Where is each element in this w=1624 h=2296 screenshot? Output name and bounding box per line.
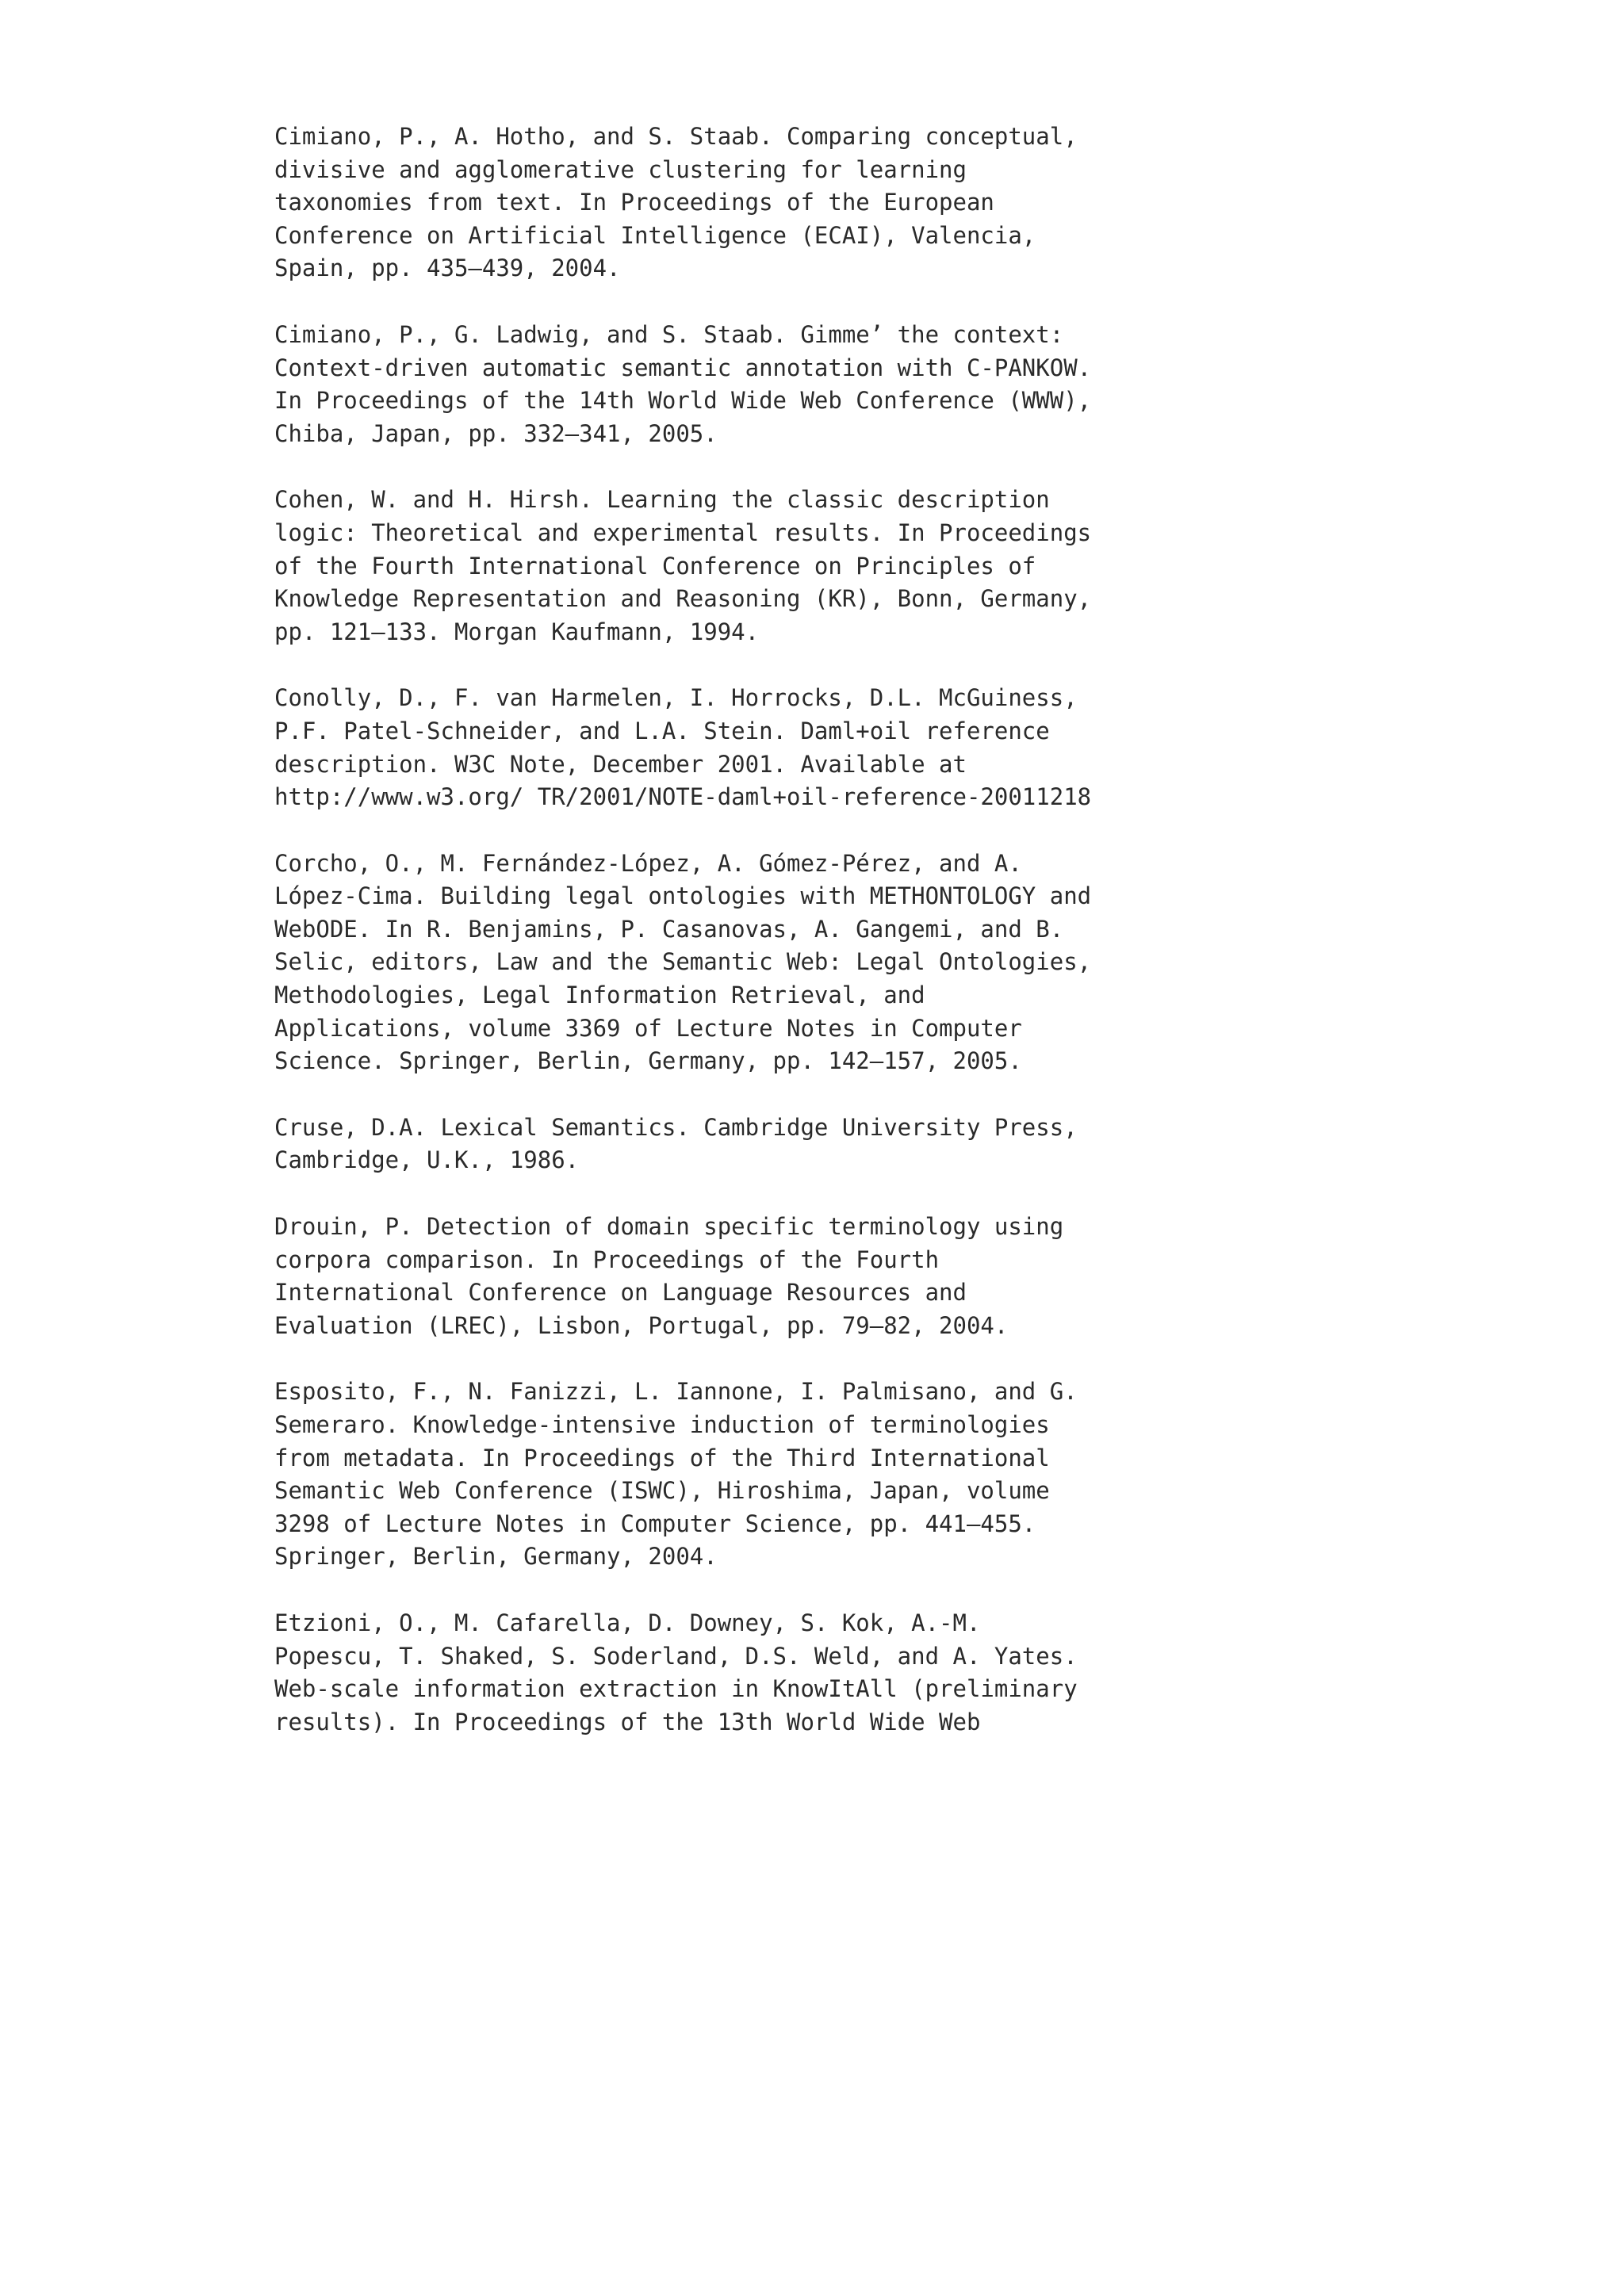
reference-line: Semeraro. Knowledge-intensive induction of terminologies — [274, 1411, 1050, 1438]
reference-line: Selic, editors, Law and the Semantic Web: Legal Ontologies, — [274, 948, 1092, 976]
reference-entry — [274, 682, 1385, 813]
reference-line: 3298 of Lecture Notes in Computer Science, pp. 441–455. — [274, 1510, 1036, 1537]
reference-line: International Conference on Language Resources and — [274, 1279, 967, 1307]
reference-line: results). In Proceedings of the 13th World Wide Web — [274, 1708, 981, 1735]
reference-line: pp. 121–133. Morgan Kaufmann, 1994. — [274, 618, 760, 645]
reference-line: Chiba, Japan, pp. 332–341, 2005. — [274, 419, 718, 447]
reference-line: corpora comparison. In Proceedings of the Fourth — [274, 1246, 940, 1273]
reference-line: WebODE. In R. Benjamins, P. Casanovas, A. Gangemi, and B. — [274, 915, 1064, 943]
reference-line: Cruse, D.A. Lexical Semantics. Cambridge University Press, — [274, 1113, 1078, 1141]
reference-line: López-Cima. Building legal ontologies with METHONTOLOGY and — [274, 882, 1092, 910]
reference-line: Semantic Web Conference (ISWC), Hiroshima, Japan, volume — [274, 1477, 1050, 1505]
reference-line: Methodologies, Legal Information Retrieval, and — [274, 982, 925, 1009]
reference-line: Corcho, O., M. Fernández-López, A. Gómez-Pérez, and A. — [274, 849, 1022, 877]
reference-entry — [274, 1376, 1385, 1574]
reference-line: P.F. Patel-Schneider, and L.A. Stein. Daml+oil reference — [274, 717, 1050, 744]
reference-entry — [274, 1112, 1385, 1177]
reference-line: Science. Springer, Berlin, Germany, pp. 142–157, 2005. — [274, 1047, 1022, 1075]
reference-line: Drouin, P. Detection of domain specific terminology using — [274, 1213, 1064, 1241]
reference-line: In Proceedings of the 14th World Wide Web Conference (WWW), — [274, 387, 1092, 415]
reference-line: Web-scale information extraction in KnowItAll (preliminary — [274, 1675, 1078, 1703]
reference-line: logic: Theoretical and experimental results. In Proceedings — [274, 519, 1092, 546]
reference-line: Springer, Berlin, Germany, 2004. — [274, 1543, 718, 1571]
reference-line: Applications, volume 3369 of Lecture Notes in Computer — [274, 1014, 1022, 1042]
reference-entry — [274, 121, 1385, 285]
reference-line: Etzioni, O., M. Cafarella, D. Downey, S. Kok, A.-M. — [274, 1609, 981, 1636]
reference-line: Spain, pp. 435–439, 2004. — [274, 254, 621, 282]
reference-list — [274, 121, 1385, 1772]
reference-line: Cimiano, P., A. Hotho, and S. Staab. Comparing conceptual, — [274, 123, 1078, 150]
reference-line: Cimiano, P., G. Ladwig, and S. Staab. Gimme’ the context: — [274, 320, 1064, 348]
reference-line: Esposito, F., N. Fanizzi, L. Iannone, I. Palmisano, and G. — [274, 1378, 1078, 1406]
reference-line: Cohen, W. and H. Hirsh. Learning the classic description — [274, 486, 1050, 514]
reference-entry — [274, 319, 1385, 450]
reference-entry — [274, 1211, 1385, 1342]
reference-line: taxonomies from text. In Proceedings of the European — [274, 189, 994, 216]
reference-line: Conference on Artificial Intelligence (ECAI), Valencia, — [274, 221, 1036, 249]
reference-url: http://www.w3.org/ TR/2001/NOTE-daml+oil-reference-20011218 — [274, 783, 1092, 811]
reference-line: divisive and agglomerative clustering for learning — [274, 155, 967, 183]
reference-entry — [274, 1607, 1385, 1739]
reference-line: Knowledge Representation and Reasoning (KR), Bonn, Germany, — [274, 585, 1092, 613]
reference-line: Context-driven automatic semantic annotation with C-PANKOW. — [274, 354, 1092, 381]
reference-entry — [274, 484, 1385, 649]
reference-line: Popescu, T. Shaked, S. Soderland, D.S. Weld, and A. Yates. — [274, 1642, 1078, 1670]
reference-entry — [274, 848, 1385, 1078]
reference-line: of the Fourth International Conference on Principles of — [274, 552, 1036, 580]
reference-line: from metadata. In Proceedings of the Third International — [274, 1444, 1050, 1471]
reference-line: Evaluation (LREC), Lisbon, Portugal, pp. 79–82, 2004. — [274, 1311, 1009, 1339]
reference-line: Cambridge, U.K., 1986. — [274, 1146, 580, 1174]
reference-line: description. W3C Note, December 2001. Available at — [274, 750, 967, 778]
reference-line: Conolly, D., F. van Harmelen, I. Horrocks, D.L. McGuiness, — [274, 684, 1078, 712]
